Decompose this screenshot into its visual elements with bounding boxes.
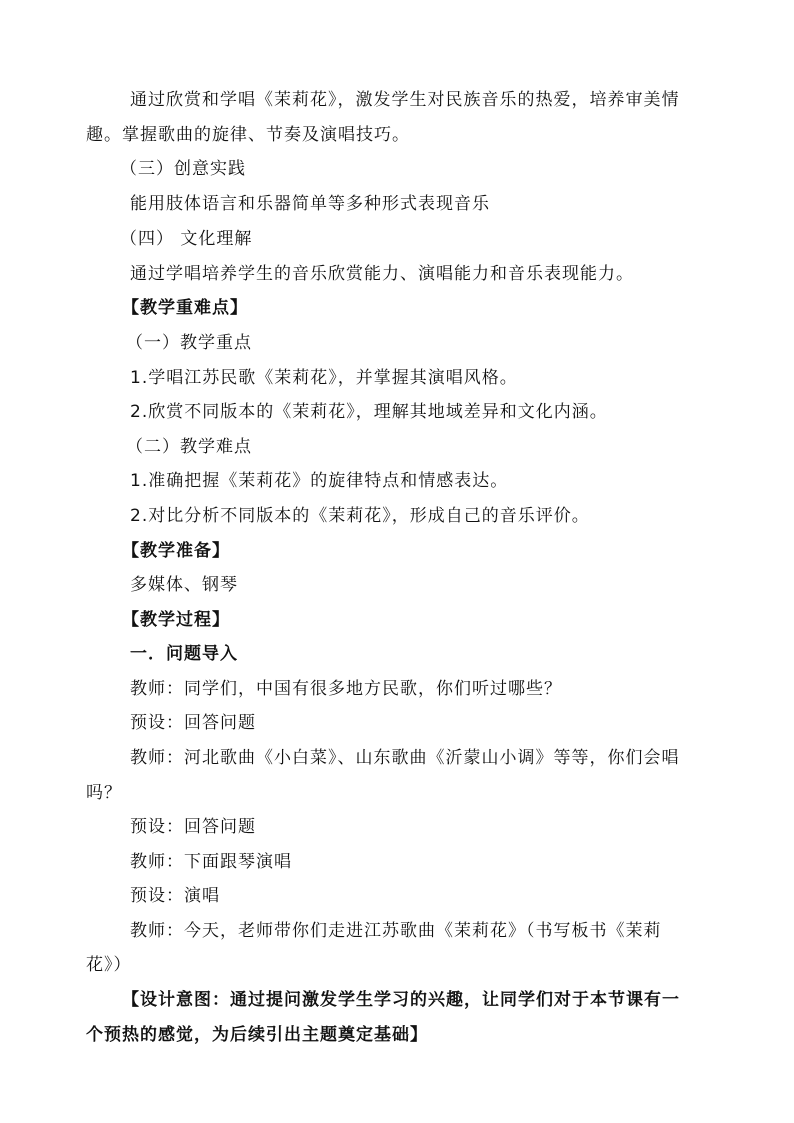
- teacher-line-2b: 吗？: [86, 783, 122, 803]
- creative-practice-text: 能用肢体语言和乐器简单等多种形式表现音乐: [130, 194, 490, 214]
- creative-practice-heading: （三）创意实践: [120, 159, 246, 179]
- teaching-key-item-2: 2.欣赏不同版本的《茉莉花》，理解其地域差异和文化内涵。: [130, 402, 608, 422]
- teaching-key-item-1: 1.学唱江苏民歌《茉莉花》，并掌握其演唱风格。: [130, 368, 518, 388]
- teacher-line-3: 教师：下面跟琴演唱: [130, 852, 292, 872]
- intro-heading: 一．问题导入: [130, 644, 238, 664]
- design-intent-line-1: 【设计意图：通过提问激发学生学习的兴趣，让同学们对于本节课有一: [122, 990, 680, 1010]
- preset-line-2: 预设：回答问题: [130, 817, 256, 837]
- teaching-difficulty-item-1: 1.准确把握《茉莉花》的旋律特点和情感表达。: [130, 471, 509, 491]
- teacher-line-1: 教师：同学们，中国有很多地方民歌，你们听过哪些？: [130, 679, 562, 699]
- culture-heading: （四） 文化理解: [120, 229, 253, 249]
- teacher-line-2a: 教师：河北歌曲《小白菜》、山东歌曲《沂蒙山小调》等等，你们会唱: [130, 748, 680, 768]
- key-difficulty-heading: 【教学重难点】: [122, 298, 248, 318]
- teacher-line-4a: 教师：今天，老师带你们走进江苏歌曲《茉莉花》（书写板书《茉莉: [130, 921, 662, 941]
- design-intent-line-2: 个预热的感觉，为后续引出主题奠定基础】: [86, 1025, 428, 1045]
- goal-paragraph-line-1: 通过欣赏和学唱《茉莉花》，激发学生对民族音乐的热爱，培养审美情: [130, 90, 680, 110]
- preparation-text: 多媒体、钢琴: [130, 575, 238, 595]
- preparation-heading: 【教学准备】: [122, 541, 230, 561]
- teaching-key-heading: （一）教学重点: [126, 333, 252, 353]
- preset-line-1: 预设：回答问题: [130, 713, 256, 733]
- teaching-difficulty-heading: （二）教学难点: [126, 437, 252, 457]
- culture-text: 通过学唱培养学生的音乐欣赏能力、演唱能力和音乐表现能力。: [130, 264, 634, 284]
- teaching-difficulty-item-2: 2.对比分析不同版本的《茉莉花》，形成自己的音乐评价。: [130, 506, 590, 526]
- goal-paragraph-line-2: 趣。掌握歌曲的旋律、节奏及演唱技巧。: [86, 125, 410, 145]
- process-heading: 【教学过程】: [122, 610, 230, 630]
- preset-line-3: 预设：演唱: [130, 886, 220, 906]
- teacher-line-4b: 花》）: [86, 955, 132, 975]
